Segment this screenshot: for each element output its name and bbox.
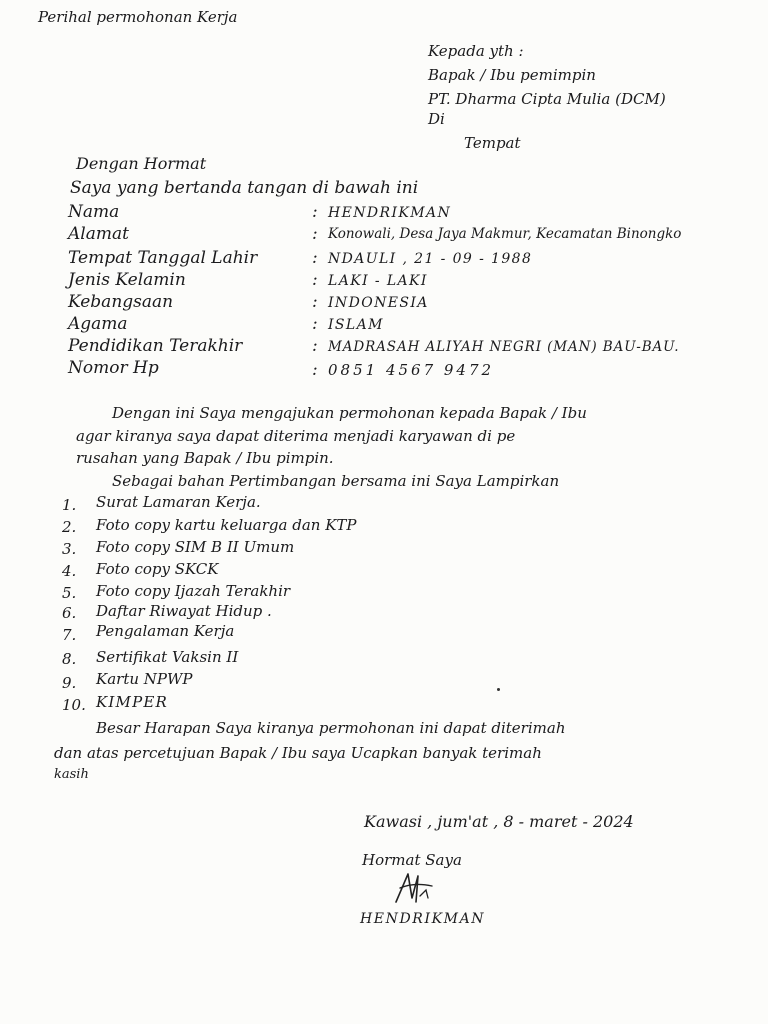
field-label-pendidikan: Pendidikan Terakhir: [68, 336, 243, 356]
field-label-nomor-hp: Nomor Hp: [68, 358, 159, 378]
field-value-alamat: Konowali, Desa Jaya Makmur, Kecamatan Binongko: [328, 226, 682, 242]
attachment-number: 8.: [62, 650, 77, 668]
attachment-number: 4.: [62, 562, 77, 580]
recipient-to: Kepada yth :: [428, 42, 524, 60]
attachment-item: Foto copy SIM B II Umum: [96, 538, 295, 556]
attachment-number: 2.: [62, 518, 77, 536]
attachments-intro: Sebagai bahan Pertimbangan bersama ini Saya Lampirkan: [112, 472, 560, 490]
field-value-jenis-kelamin: LAKI - LAKI: [328, 273, 428, 289]
field-value-nama: HENDRIKMAN: [328, 205, 452, 221]
attachment-item: Pengalaman Kerja: [96, 622, 235, 640]
letter-subject: Perihal permohonan Kerja: [38, 8, 238, 26]
field-value-pendidikan: MADRASAH ALIYAH NEGRI (MAN) BAU-BAU.: [328, 339, 680, 355]
field-value-kebangsaan: INDONESIA: [328, 295, 429, 311]
salutation: Dengan Hormat: [76, 154, 207, 173]
signature-mark: [392, 868, 434, 906]
attachment-number: 9.: [62, 674, 77, 692]
field-colon: :: [312, 248, 318, 268]
paragraph-2-line: dan atas percetujuan Bapak / Ibu saya Ucapkan banyak terimah: [54, 744, 542, 762]
field-label-jenis-kelamin: Jenis Kelamin: [68, 270, 186, 290]
attachment-item: Foto copy kartu keluarga dan KTP: [96, 516, 357, 534]
recipient-place: Di: [428, 110, 445, 128]
recipient-company: PT. Dharma Cipta Mulia (DCM): [428, 90, 666, 108]
attachment-number: 3.: [62, 540, 77, 558]
paragraph-1-line: Dengan ini Saya mengajukan permohonan kepada Bapak / Ibu: [112, 404, 587, 422]
field-colon: :: [312, 202, 318, 222]
paragraph-2-line: Besar Harapan Saya kiranya permohonan ini dapat diterimah: [96, 719, 566, 737]
field-colon: :: [312, 336, 318, 356]
attachment-item: Daftar Riwayat Hidup .: [96, 602, 272, 620]
attachment-item: Foto copy SKCK: [96, 560, 219, 578]
field-label-alamat: Alamat: [68, 224, 129, 244]
signer-name: HENDRIKMAN: [360, 911, 486, 927]
attachment-number: 10.: [62, 696, 86, 714]
paragraph-1-line: agar kiranya saya dapat diterima menjadi karyawan di pe: [76, 427, 516, 445]
recipient-name: Bapak / Ibu pemimpin: [428, 66, 596, 84]
field-colon: :: [312, 314, 318, 334]
attachment-number: 6.: [62, 604, 77, 622]
attachment-item: Kartu NPWP: [96, 670, 193, 688]
field-colon: :: [312, 224, 318, 244]
recipient-place-detail: Tempat: [464, 134, 521, 152]
attachment-item: Surat Lamaran Kerja.: [96, 493, 261, 511]
field-colon: :: [312, 292, 318, 312]
paragraph-2-line: kasih: [54, 767, 89, 782]
attachment-number: 5.: [62, 584, 77, 602]
field-value-ttl: NDAULI , 21 - 09 - 1988: [328, 251, 533, 267]
paragraph-1-line: rusahan yang Bapak / Ibu pimpin.: [76, 449, 334, 467]
attachment-item: KIMPER: [96, 693, 169, 711]
attachment-item: Foto copy Ijazah Terakhir: [96, 582, 291, 600]
field-value-nomor-hp: 0851 4567 9472: [328, 361, 495, 379]
field-colon: :: [312, 270, 318, 290]
field-value-agama: ISLAM: [328, 317, 384, 333]
attachment-item: Sertifikat Vaksin II: [96, 648, 239, 666]
attachment-number: 1.: [62, 496, 77, 514]
field-label-nama: Nama: [68, 202, 120, 222]
field-colon: :: [312, 360, 318, 380]
field-label-agama: Agama: [68, 314, 128, 334]
attachment-number: 7.: [62, 626, 77, 644]
field-label-kebangsaan: Kebangsaan: [68, 292, 174, 312]
field-label-ttl: Tempat Tanggal Lahir: [68, 248, 258, 268]
ink-dot: [497, 688, 500, 691]
place-date: Kawasi , jum'at , 8 - maret - 2024: [364, 812, 634, 831]
intro-line: Saya yang bertanda tangan di bawah ini: [70, 178, 419, 198]
closing-phrase: Hormat Saya: [362, 851, 462, 869]
